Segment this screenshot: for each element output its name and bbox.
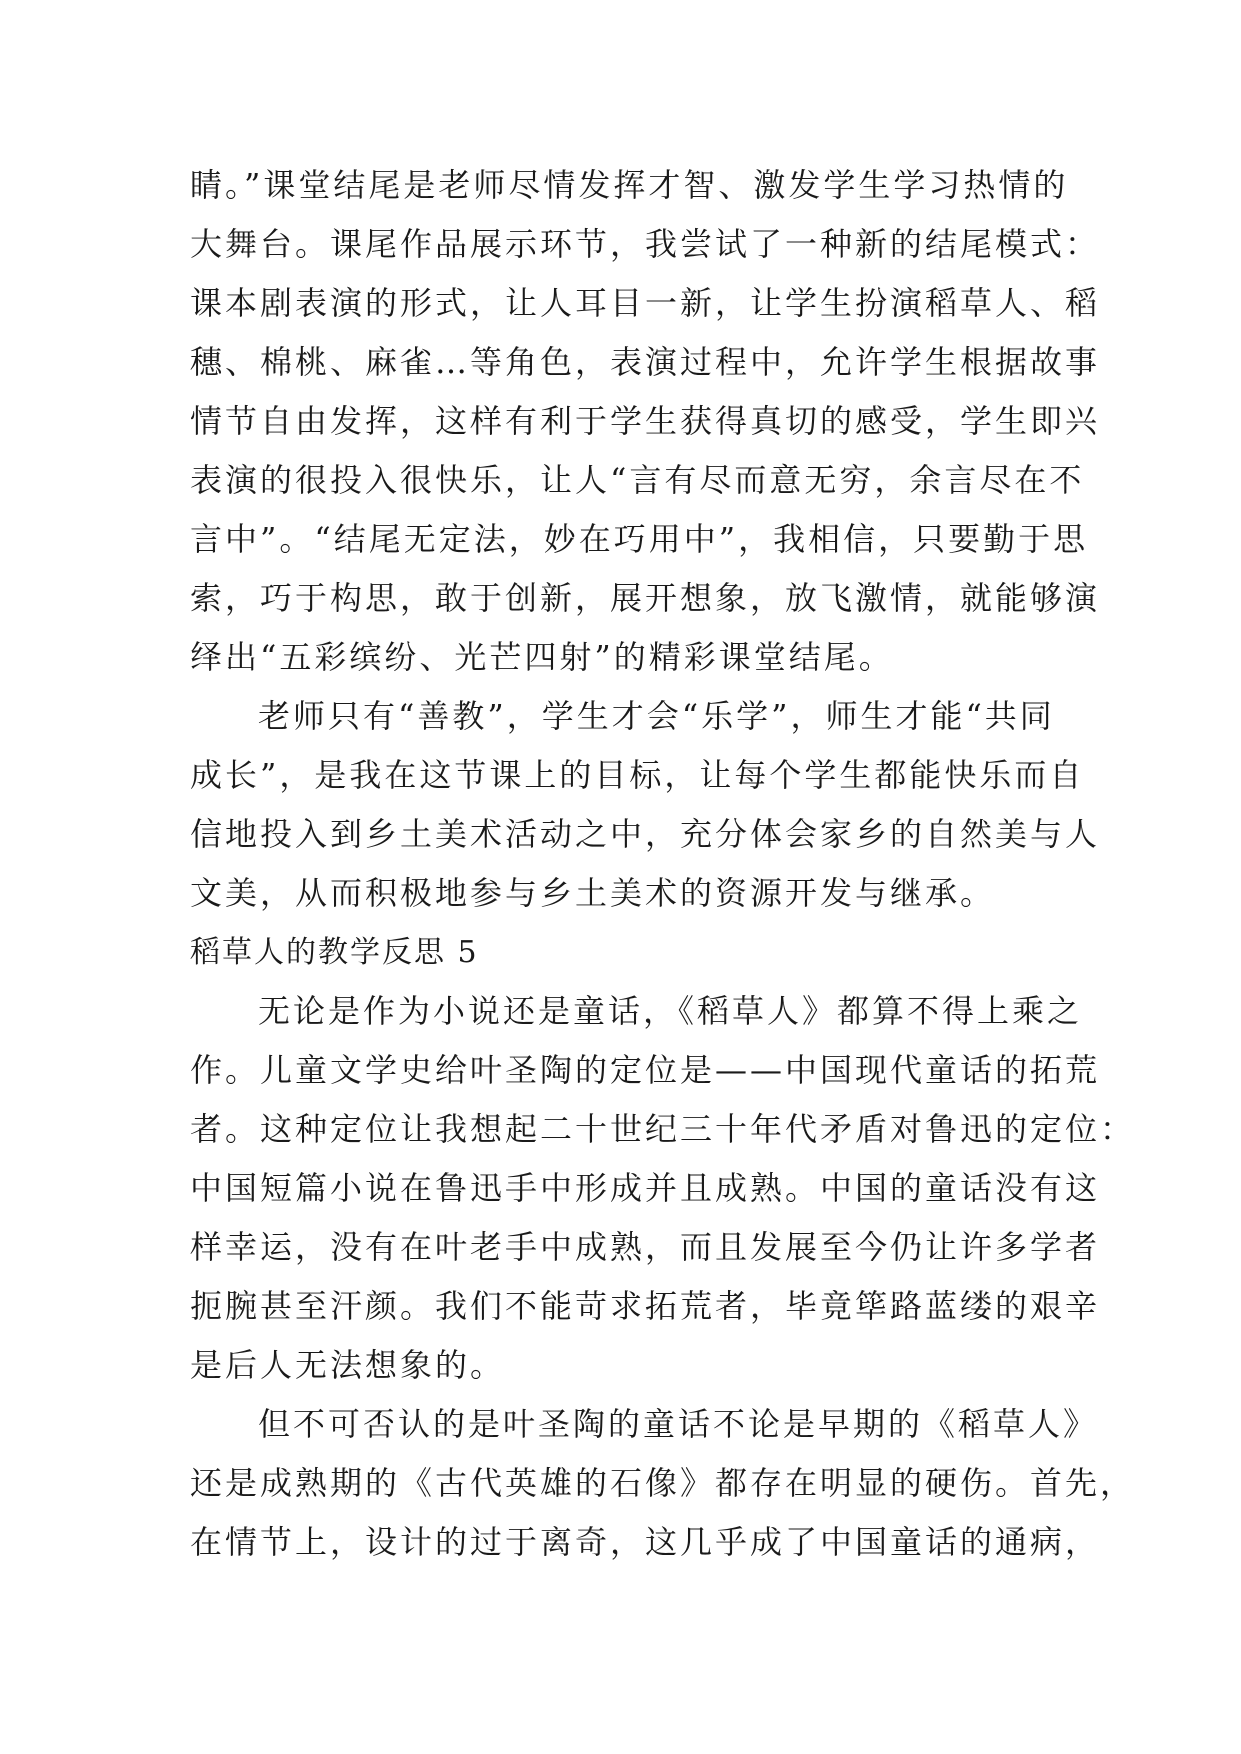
text-line: 索，巧于构思，敢于创新，展开想象，放飞激情，就能够演 (190, 579, 1101, 617)
section-heading: 稻草人的教学反思 5 (190, 935, 479, 970)
paragraph-4 (190, 1395, 1136, 1572)
text-line: 者。这种定位让我想起二十世纪三十年代矛盾对鲁迅的定位： (190, 1110, 1136, 1148)
text-line: 大舞台。课尾作品展示环节，我尝试了一种新的结尾模式： (190, 225, 1101, 263)
text-line: 样幸运，没有在叶老手中成熟，而且发展至今仍让许多学者 (190, 1228, 1101, 1266)
text-line: 穗、棉桃、麻雀…等角色，表演过程中，允许学生根据故事 (190, 343, 1101, 381)
text-line: 但不可否认的是叶圣陶的童话不论是早期的《稻草人》 (258, 1405, 1099, 1443)
text-line: 成长”，是我在这节课上的目标，让每个学生都能快乐而自 (190, 756, 1085, 794)
text-line: 绎出“五彩缤纷、光芒四射”的精彩课堂结尾。 (190, 638, 894, 676)
text-line: 老师只有“善教”，学生才会“乐学”，师生才能“共同 (258, 697, 1055, 735)
text-line: 信地投入到乡土美术活动之中，充分体会家乡的自然美与人 (190, 815, 1101, 853)
text-line: 言中”。“结尾无定法，妙在巧用中”，我相信，只要勤于思 (190, 520, 1089, 558)
text-line: 是后人无法想象的。 (190, 1346, 506, 1384)
text-line: 课本剧表演的形式，让人耳目一新，让学生扮演稻草人、稻 (190, 284, 1101, 322)
text-line: 扼腕甚至汗颜。我们不能苛求拓荒者，毕竟筚路蓝缕的艰辛 (190, 1287, 1101, 1325)
text-line: 中国短篇小说在鲁迅手中形成并且成熟。中国的童话没有这 (190, 1169, 1101, 1207)
text-line: 睛。”课堂结尾是老师尽情发挥才智、激发学生学习热情的 (190, 166, 1069, 204)
paragraph-1 (190, 156, 1101, 687)
text-line: 文美，从而积极地参与乡土美术的资源开发与继承。 (190, 874, 996, 912)
text-line: 在情节上，设计的过于离奇，这几乎成了中国童话的通病， (190, 1523, 1101, 1561)
document-body (190, 156, 1136, 1572)
paragraph-3 (190, 982, 1136, 1395)
text-line: 情节自由发挥，这样有利于学生获得真切的感受，学生即兴 (190, 402, 1101, 440)
text-line: 还是成熟期的《古代英雄的石像》都存在明显的硬伤。首先， (190, 1464, 1136, 1502)
text-line: 作。儿童文学史给叶圣陶的定位是——中国现代童话的拓荒 (190, 1051, 1101, 1089)
text-line: 无论是作为小说还是童话，《稻草人》都算不得上乘之 (258, 992, 1083, 1030)
paragraph-2 (190, 687, 1101, 923)
text-line: 表演的很投入很快乐，让人“言有尽而意无穷，余言尽在不 (190, 461, 1085, 499)
